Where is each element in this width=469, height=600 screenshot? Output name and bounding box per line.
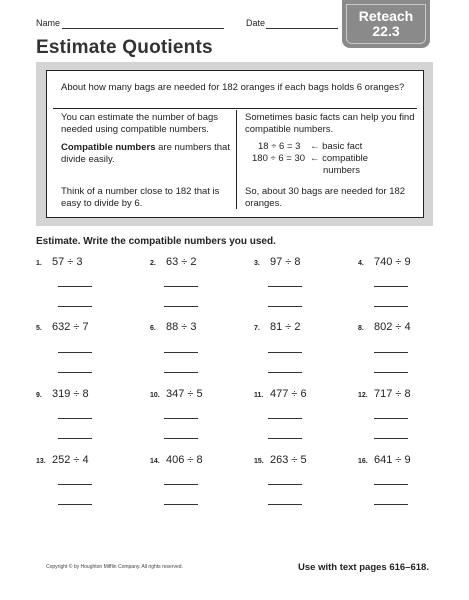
problem-3: 3. 97 ÷ 8 [254,256,301,268]
divider-vertical [236,110,237,209]
answer-line[interactable] [58,438,92,439]
left-text-2 [61,142,231,166]
answer-line[interactable] [164,484,198,485]
problem-2: 2. 63 ÷ 2 [150,256,197,268]
answer-line[interactable] [58,372,92,373]
problem-11: 11. 477 ÷ 6 [254,388,307,400]
date-label: Date [246,18,266,28]
answer-line[interactable] [268,484,302,485]
badge-lesson: 22.3 [372,23,400,39]
answer-line[interactable] [164,418,198,419]
problem-10: 10. 347 ÷ 5 [150,388,203,400]
problem-4: 4. 740 ÷ 9 [358,256,411,268]
answer-line[interactable] [58,286,92,287]
answer-line[interactable] [58,484,92,485]
answer-line[interactable] [374,286,408,287]
problem-1: 1. 57 ÷ 3 [36,256,83,268]
answer-line[interactable] [58,352,92,353]
answer-line[interactable] [268,504,302,505]
answer-line[interactable] [268,306,302,307]
right-text-3: So, about 30 bags are needed for 182 oranges. [245,186,406,209]
fact-2-note: ← compatible [310,153,369,164]
divider-horizontal [53,108,417,109]
badge-title: Reteach [358,8,414,24]
answer-line[interactable] [164,306,198,307]
answer-line[interactable] [164,372,198,373]
answer-line[interactable] [374,372,408,373]
answer-line[interactable] [374,418,408,419]
compatible-definition: are numbers that divide easily. [61,142,230,165]
problem-7: 7. 81 ÷ 2 [254,321,301,333]
fact-1: 18 ÷ 6 = 3 [258,141,301,152]
left-text-3: Think of a number close to 182 that is easy to divide by 6. [61,186,220,209]
problem-13: 13. 252 ÷ 4 [36,454,89,466]
fact-2: 180 ÷ 6 = 30 [252,153,306,164]
answer-line[interactable] [164,286,198,287]
page-title: Estimate Quotients [36,37,213,58]
answer-line[interactable] [58,418,92,419]
problem-9: 9. 319 ÷ 8 [36,388,89,400]
answer-line[interactable] [374,352,408,353]
right-text-1: Sometimes basic facts can help you find compatible numbers. [245,112,415,135]
answer-line[interactable] [374,484,408,485]
answer-line[interactable] [268,418,302,419]
answer-line[interactable] [374,306,408,307]
reteach-badge [342,0,430,48]
problem-16: 16. 641 ÷ 9 [358,454,411,466]
problem-8: 8. 802 ÷ 4 [358,321,411,333]
fact-2-note-cont: numbers [323,165,360,176]
copyright: Copyright © by Houghton Mifflin Company. All rights reserved. [46,564,183,570]
problem-5: 5. 632 ÷ 7 [36,321,89,333]
name-line[interactable] [62,28,224,29]
fact-1-note: ← basic fact [310,141,363,152]
answer-line[interactable] [268,352,302,353]
answer-line[interactable] [58,306,92,307]
left-text-1: You can estimate the number of bags needed using compatible numbers. [61,112,219,135]
answer-line[interactable] [268,372,302,373]
text-pages-note: Use with text pages 616–618. [298,562,429,573]
answer-line[interactable] [164,438,198,439]
problem-6: 6. 88 ÷ 3 [150,321,197,333]
problem-15: 15. 263 ÷ 5 [254,454,307,466]
answer-line[interactable] [58,504,92,505]
date-line[interactable] [266,28,338,29]
answer-line[interactable] [268,286,302,287]
example-question: About how many bags are needed for 182 oranges if each bags holds 6 oranges? [61,82,405,93]
problem-12: 12. 717 ÷ 8 [358,388,411,400]
answer-line[interactable] [164,352,198,353]
problem-14: 14. 406 ÷ 8 [150,454,203,466]
name-label: Name [36,18,61,28]
answer-line[interactable] [374,438,408,439]
instructions: Estimate. Write the compatible numbers you used. [36,236,276,247]
compatible-term: Compatible numbers [61,142,156,153]
answer-line[interactable] [164,504,198,505]
answer-line[interactable] [268,438,302,439]
answer-line[interactable] [374,504,408,505]
example-box [46,70,424,218]
